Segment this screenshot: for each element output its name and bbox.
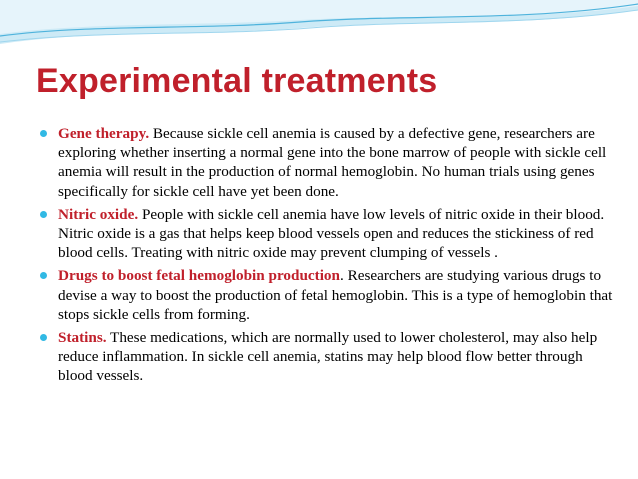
bullet-term: Nitric oxide. <box>58 205 139 223</box>
bullet-item-fetal-hemoglobin <box>38 266 618 324</box>
bullet-item-statins <box>38 328 618 386</box>
slide-title: Experimental treatments <box>36 62 438 100</box>
bullet-item-gene-therapy <box>38 124 618 201</box>
bullet-dot-icon <box>40 211 47 218</box>
bullet-term: Gene therapy. <box>58 125 150 142</box>
bullet-term: Statins. <box>58 329 107 347</box>
bullet-text: These medications, which are normally used to lower cholesterol, may also help reduce inflammation. In sickle cell anemia, statins may help blood flow better through blood vessels. <box>58 329 598 385</box>
bullet-dot-icon <box>40 334 47 341</box>
bullet-dot-icon <box>40 130 47 137</box>
wave-decoration <box>0 0 638 60</box>
bullet-list <box>38 124 618 390</box>
bullet-text: People with sickle cell anemia have low levels of nitric oxide in their blood. Nitric oxide is a gas that helps keep blood vessels open and reduces the stickiness of red blood cells. Treating with nitric oxide may prevent clumping of vessels . <box>58 205 605 262</box>
bullet-item-nitric-oxide <box>38 205 618 263</box>
bullet-term: Drugs to boost fetal hemoglobin production <box>58 267 340 285</box>
bullet-text: Because sickle cell anemia is caused by a defective gene, researchers are exploring whether inserting a normal gene into the bone marrow of people with sickle cell anemia will result in the production of normal hemoglobin. No human trials using genes specifically for sickle cell have yet been done. <box>58 125 607 200</box>
bullet-dot-icon <box>40 272 47 279</box>
bullet-text: . Researchers are studying various drugs to devise a way to boost the production of fetal hemoglobin. This is a type of hemoglobin that stops sickle cells from forming. <box>58 267 613 323</box>
